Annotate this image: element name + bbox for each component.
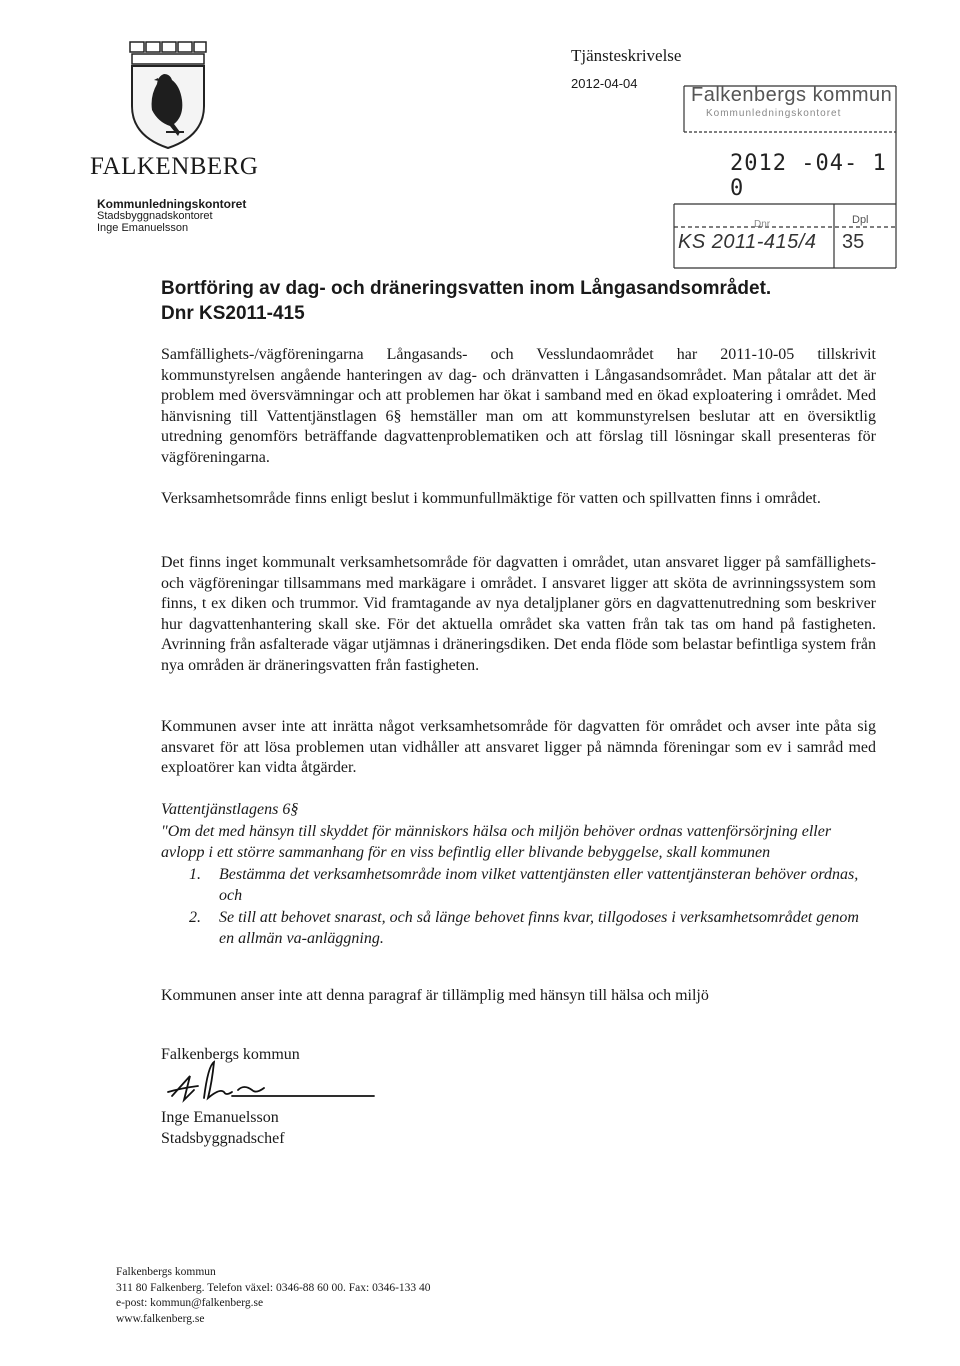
stamp-dnr-label: Dnr xyxy=(754,219,771,230)
document-type: Tjänsteskrivelse xyxy=(571,46,682,65)
footer-address: 311 80 Falkenberg. Telefon växel: 0346-88 60 00. Fax: 0346-133 40 xyxy=(116,1281,431,1294)
law-heading: Vattentjänstlagens 6§ xyxy=(161,801,299,818)
received-stamp xyxy=(670,82,900,272)
law-list-item xyxy=(161,864,861,907)
document-title xyxy=(161,276,881,326)
body-paragraph-1: Samfällighets-/vägföreningarna Långasands- och Vesslundaområdet har 2011-10-05 tillskrivit kommunstyrelsen angående hanteringen av dag- och dränvatten i Långasandsområdet. Man påtalar att det är problem med översvämningar och att problemen har ökat i samband med en ökad exploatering i området. Med hänvisning till Vattentjänstlagen 6§ hemställer man om att kommunstyrelsen beslutar att en översiktlig utredning genomförs beträffande dagvattenproblematiken och att förslag till lösningar skall presenteras för vägföreningarna. xyxy=(161,346,876,466)
law-quote xyxy=(161,799,861,950)
law-list xyxy=(161,864,861,950)
organization-name: FALKENBERG xyxy=(90,153,259,180)
stamp-dpl-label: Dpl xyxy=(852,214,869,226)
document-date: 2012-04-04 xyxy=(571,76,638,91)
title-line-1: Bortföring av dag- och dräneringsvatten inom Långasandsområdet. xyxy=(161,278,772,299)
sub-department-name: Stadsbyggnadskontoret xyxy=(97,210,213,222)
signer-title: Stadsbyggnadschef xyxy=(161,1130,285,1147)
body-paragraph-3: Det finns inget kommunalt verksamhetsområde för dagvatten i området, utan ansvaret ligger på samfällighets- och vägföreningar tillsammans med markägare i området. I ansvaret ligger att sköta de avrinningssystem som finns, t ex diken och trummor. Vid framtagande av nya detaljplaner görs en dagvattenutredning som beskriver hur dagvattenhantering skall ske. För det aktuella området ska vatten från tak tas om hand på fastigheten. Avrinning från asfalterade vägar utjämnas i dräneringsdiken. Det enda flöde som belastar befintliga system från nya områden är dräneringsvatten från fastigheten. xyxy=(161,554,876,674)
stamp-diary-number: KS 2011-415/4 xyxy=(678,231,817,253)
body-paragraph-2: Verksamhetsområde finns enligt beslut i kommunfullmäktige för vatten och spillvatten finns i området. xyxy=(161,490,821,507)
footer-organization: Falkenbergs kommun xyxy=(116,1266,216,1278)
author-name: Inge Emanuelsson xyxy=(97,222,189,234)
stamp-received-date: 2012 -04- 1 0 xyxy=(730,151,887,201)
body-paragraph-5: Kommunen anser inte att denna paragraf är tillämplig med hänsyn till hälsa och miljö xyxy=(161,987,709,1004)
title-line-2: Dnr KS2011-415 xyxy=(161,303,305,324)
law-list-text: Se till att behovet snarast, och så länge behovet finns kvar, tillgodoses i verksamhetsområdet genom en allmän va-anläggning. xyxy=(219,908,859,947)
law-quote-text: "Om det med hänsyn till skyddet för människors hälsa och miljön behöver ordnas vattenförsörjning eller avlopp i ett större sammanhang för en viss befintlig eller blivande bebyggelse, skall kommunen xyxy=(161,822,832,861)
law-list-text: Bestämma det verksamhetsområde inom vilket vattentjänsten eller vattentjänsteran behöver ordnas, och xyxy=(219,865,859,904)
law-list-number: 1. xyxy=(189,865,201,883)
footer-email: e-post: kommun@falkenberg.se xyxy=(116,1297,264,1309)
department-name: Kommunledningskontoret xyxy=(97,197,247,211)
stamp-dpl-number: 35 xyxy=(842,231,865,253)
stamp-organization: Falkenbergs kommun xyxy=(691,84,893,106)
signature-organization: Falkenbergs kommun xyxy=(161,1046,300,1063)
footer-contact xyxy=(116,1265,431,1327)
falkenberg-coat-of-arms xyxy=(128,40,208,150)
signer-name: Inge Emanuelsson xyxy=(161,1109,279,1126)
law-list-number: 2. xyxy=(189,908,201,926)
law-list-item xyxy=(161,907,861,950)
body-paragraph-4: Kommunen avser inte att inrätta något verksamhetsområde för dagvatten för området och avser inte påta sig ansvaret för att lösa problemen utan vidhåller att ansvaret ligger på nämnda föreningar som ev i samråd med exploatörer kan vidta åtgärder. xyxy=(161,718,876,776)
handwritten-signature xyxy=(160,1058,390,1108)
stamp-department: Kommunledningskontoret xyxy=(706,108,842,119)
footer-website: www.falkenberg.se xyxy=(116,1312,205,1325)
